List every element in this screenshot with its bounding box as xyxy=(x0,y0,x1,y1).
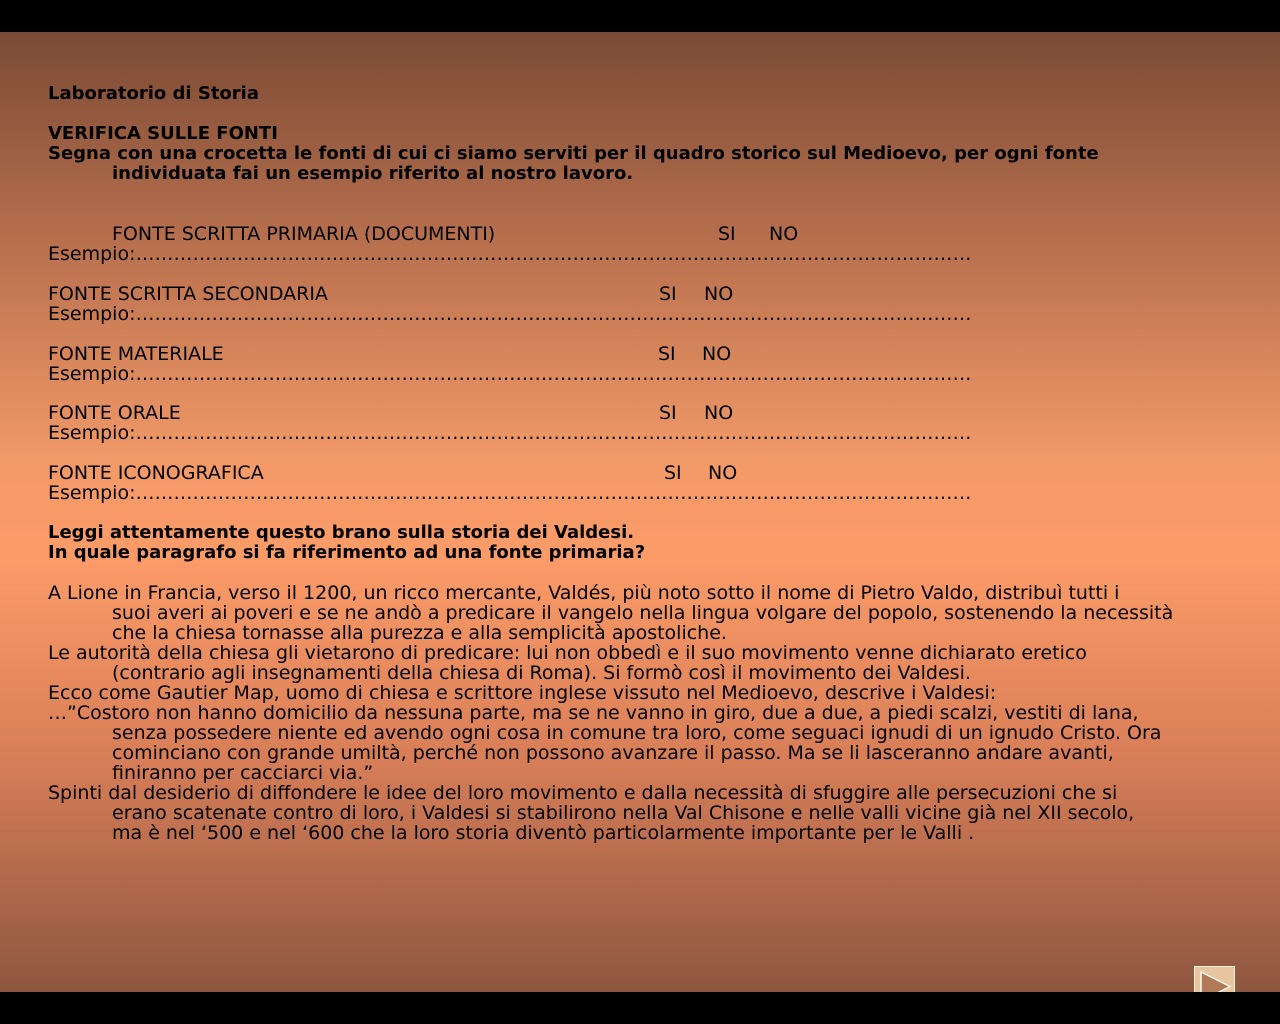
slide xyxy=(0,32,1280,992)
passage-line: erano scatenate contro di loro, i Valdesi si stabilirono nella Val Chisone e nelle valli vicine già nel XII secolo, xyxy=(112,802,1135,824)
passage-line: (contrario agli insegnamenti della chiesa di Roma). Si formò così il movimento dei Valdesi. xyxy=(112,662,971,684)
no-option[interactable]: NO xyxy=(702,343,732,365)
passage-line: cominciano con grande umiltà, perché non possono avanzare il passo. Ma se li lasceranno andare avanti, xyxy=(112,742,1114,764)
passage-line: A Lione in Francia, verso il 1200, un ricco mercante, Valdés, più noto sotto il nome di Pietro Valdo, distribuì tutti i xyxy=(48,582,1120,604)
passage-line: Spinti dal desiderio di diffondere le idee del loro movimento e dalla necessità di sfuggire alle persecuzioni che si xyxy=(48,782,1118,804)
example-line: Esempio:…………………………………………………………………………………………………………………… xyxy=(48,482,972,504)
passage-line: suoi averi ai poveri e se ne andò a predicare il vangelo nella lingua volgare del popolo, sostenendo la necessità xyxy=(112,602,1174,624)
no-option[interactable]: NO xyxy=(704,283,734,305)
bottom-letterbox xyxy=(0,992,1280,1024)
si-option[interactable]: SI xyxy=(718,223,736,245)
passage-line: Ecco come Gautier Map, uomo di chiesa e scrittore inglese vissuto nel Medioevo, descrive i Valdesi: xyxy=(48,682,997,704)
si-option[interactable]: SI xyxy=(664,462,682,484)
instruction-line-2: individuata fai un esempio riferito al nostro lavoro. xyxy=(112,163,634,184)
source-primary-written: FONTE SCRITTA PRIMARIA (DOCUMENTI) xyxy=(112,223,496,245)
no-option[interactable]: NO xyxy=(708,462,738,484)
source-oral: FONTE ORALE xyxy=(48,402,181,424)
si-option[interactable]: SI xyxy=(659,402,677,424)
passage-line: ma è nel ‘500 e nel ‘600 che la loro storia diventò particolarmente importante per le Valli . xyxy=(112,822,975,844)
passage-line: finiranno per cacciarci via.” xyxy=(112,762,374,784)
passage-line: Le autorità della chiesa gli vietarono di predicare: lui non obbedì e il suo movimento venne dichiarato eretico xyxy=(48,642,1087,664)
no-option[interactable]: NO xyxy=(769,223,799,245)
source-iconographic: FONTE ICONOGRAFICA xyxy=(48,462,264,484)
lab-title: Laboratorio di Storia xyxy=(48,83,259,104)
passage-line: senza possedere niente ed avendo ogni cosa in comune tra loro, come seguaci ignudi di un ignudo Cristo. Ora xyxy=(112,722,1162,744)
example-line: Esempio:…………………………………………………………………………………………………………………… xyxy=(48,422,972,444)
top-letterbox xyxy=(0,0,1280,32)
example-line: Esempio:…………………………………………………………………………………………………………………… xyxy=(48,243,972,265)
instruction-line-1: Segna con una crocetta le fonti di cui ci siamo serviti per il quadro storico sul Medioevo, per ogni fonte xyxy=(48,143,1099,164)
si-option[interactable]: SI xyxy=(658,343,676,365)
no-option[interactable]: NO xyxy=(704,402,734,424)
question-line-1: Leggi attentamente questo brano sulla storia dei Valdesi. xyxy=(48,522,635,543)
question-line-2: In quale paragrafo si fa riferimento ad una fonte primaria? xyxy=(48,542,646,563)
source-secondary-written: FONTE SCRITTA SECONDARIA xyxy=(48,283,328,305)
si-option[interactable]: SI xyxy=(659,283,677,305)
example-line: Esempio:…………………………………………………………………………………………………………………… xyxy=(48,363,972,385)
example-line: Esempio:…………………………………………………………………………………………………………………… xyxy=(48,303,972,325)
source-material: FONTE MATERIALE xyxy=(48,343,224,365)
passage-line: che la chiesa tornasse alla purezza e alla semplicità apostoliche. xyxy=(112,622,727,644)
passage-line: …”Costoro non hanno domicilio da nessuna parte, ma se ne vanno in giro, due a due, a piedi scalzi, vestiti di lana, xyxy=(48,702,1139,724)
section-title: VERIFICA SULLE FONTI xyxy=(48,123,278,144)
